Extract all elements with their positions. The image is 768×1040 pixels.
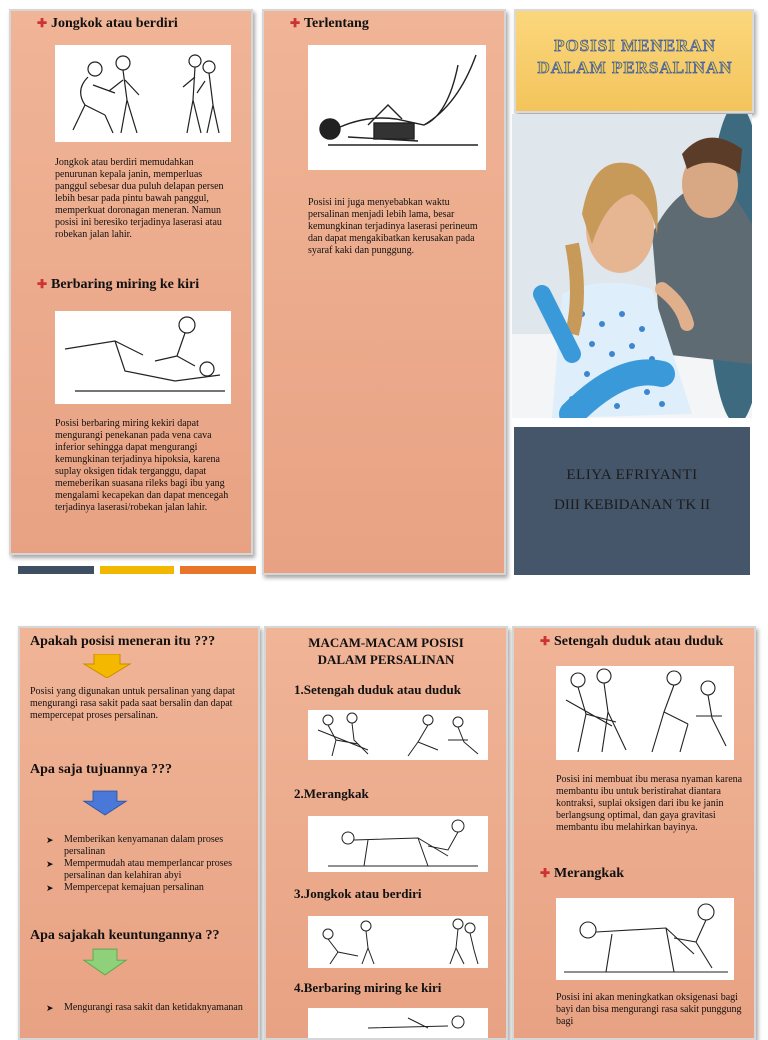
text-merangkak: Posisi ini akan meningkatkan oksigenasi bagi bayi dan bisa mengurangi rasa sakit punggung bagi [556,992,742,1027]
bullet-icon: ✚ [540,866,551,880]
position-item-1: 1.Setengah duduk atau duduk [294,682,461,697]
positions-title: MACAM-MACAM POSISI DALAM PERSALINAN [308,635,464,667]
down-arrow-yellow-icon [82,654,132,678]
illustration-merangkak [556,898,734,980]
goal-item: ➤ Mempercepat kemajuan persalinan [30,882,250,894]
illustration-berbaring-small [308,1008,488,1038]
illustration-terlentang [308,45,486,170]
separator-yellow [100,566,174,574]
benefits-list [30,1002,250,1014]
bullet-icon: ✚ [290,16,301,30]
question-what: Apakah posisi meneran itu ??? [30,634,216,649]
bullet-icon: ✚ [540,634,551,648]
position-item-4: 4.Berbaring miring ke kiri [294,980,442,995]
text-terlentang: Posisi ini juga menyebabkan waktu persalinan menjadi lebih lama, besar kemungkinan terjadinya laserasi perineum dan dapat mengakibatkan kerusakan pada syaraf kaki dan punggung. [308,197,478,256]
cover-title: POSISI MENERAN DALAM PERSALINAN [537,36,733,77]
bullet-icon: ✚ [37,16,48,30]
illustration-jongkok [55,45,231,142]
birth-scene-illustration [512,114,752,418]
cover-author-box [514,427,750,575]
illustration-berbaring-miring [55,311,231,404]
question-goals: Apa saja tujuannya ??? [30,762,172,777]
benefit-item: ➤ Mengurangi rasa sakit dan ketidaknyamanan [30,1002,250,1014]
bullet-icon: ✚ [37,277,48,291]
separator-navy [18,566,94,574]
goals-list [30,834,250,894]
goal-item: ➤ Mempermudah atau memperlancar proses persalinan dan kelahiran abyi [30,858,250,882]
down-arrow-green-icon [82,948,128,976]
position-item-2: 2.Merangkak [294,786,369,801]
heading-terlentang: ✚ Terlentang [290,16,369,31]
illustration-jongkok-small [308,916,488,968]
question-benefits: Apa sajakah keuntungannya ?? [30,928,220,943]
panel-macam-posisi [264,626,508,1040]
heading-berbaring: ✚ Berbaring miring ke kiri [37,277,200,292]
panel-setengah-duduk [512,626,756,1040]
panel-pengertian [18,626,260,1040]
goal-item: ➤ Memberikan kenyamanan dalam proses persalinan [30,834,250,858]
illustration-setengah-duduk [556,666,734,760]
heading-jongkok: ✚ Jongkok atau berdiri [37,16,178,31]
answer-what: Posisi yang digunakan untuk persalinan yang dapat mengurangi rasa sakit pada saat bersalin dan dapat mempercepat proses persalinan. [30,686,235,721]
down-arrow-blue-icon [82,790,128,816]
separator-orange [180,566,256,574]
illustration-setengah-duduk-small [308,710,488,760]
cover-title-box [514,9,754,113]
study-program: DIII KEBIDANAN TK II [554,497,710,513]
illustration-merangkak-small [308,816,488,872]
panel-terlentang [262,9,506,575]
author-name: ELIYA EFRIYANTI [566,467,698,483]
panel-jongkok-berbaring [9,9,253,555]
text-jongkok: Jongkok atau berdiri memudahkan penurunan kepala janin, memperluas panggul sebesar dua puluh delapan persen lebih besar pada pintu bawah panggul, memperkuat doronagan meneran. Namun posisi ini beresiko terjadinya laserasi atau robekan jalan lahir. [55,157,224,240]
heading-merangkak: ✚ Merangkak [540,866,624,881]
text-setengah-duduk: Posisi ini membuat ibu merasa nyaman karena membantu ibu untuk beristirahat diantara kontraksi, suplai oksigen dari ibu ke janin berlangsung optimal, dan gaya gravitasi membantu ibu melahirkan bayinya. [556,774,743,833]
heading-setengah-duduk: ✚ Setengah duduk atau duduk [540,634,724,649]
text-berbaring: Posisi berbaring miring kekiri dapat mengurangi penekanan pada vena cava inferior sehingga dapat mengurangi kemungkinan terjadinya hipoksia, karena suplay oksigen tidak terganggu, dapat memeberikan suasana rileks bagi ibu yang mengalami kecapekan dan dapat mencegah terjadinya laserasi/robekan jalan lahir. [55,418,229,513]
position-item-3: 3.Jongkok atau berdiri [294,886,422,901]
cover-photo [512,114,752,418]
